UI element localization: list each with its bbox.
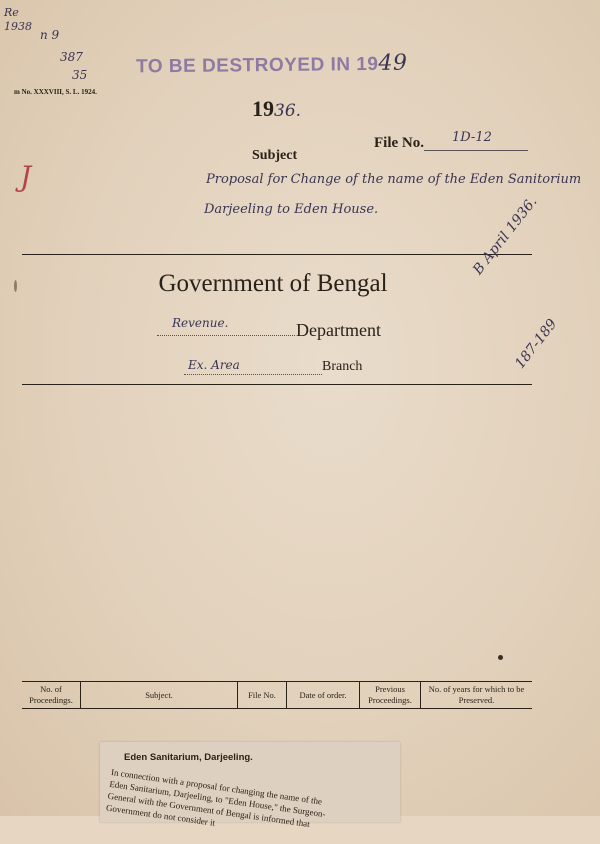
destroy-stamp	[136, 51, 408, 79]
department-line	[157, 335, 295, 336]
year-handwritten: 36.	[274, 101, 302, 121]
file-no-label: File No.	[374, 135, 424, 151]
branch-label: Branch	[322, 359, 363, 374]
ink-smudge	[14, 280, 17, 292]
subject-line-1: Proposal for Change of the name of the Eden Sanitorium	[206, 172, 582, 187]
subject-label: Subject	[252, 148, 298, 163]
clipping-text: In connection with a proposal for changing the name of the Eden Sanitarium, Darjeeling, to "Eden House," the Surgeon-General with the Government of Bengal is informed that Government do not consider it	[105, 766, 327, 830]
branch-handwritten: Ex. Area	[188, 358, 240, 372]
form-number: m No. XXXVIII, S. L. 1924.	[14, 88, 97, 96]
file-no-line	[424, 150, 528, 151]
ink-spot	[498, 655, 503, 660]
divider-bottom	[22, 384, 532, 385]
corner-note-2: n 9	[40, 28, 60, 42]
table-header-row	[22, 682, 532, 709]
stamp-text: TO BE DESTROYED IN 19	[135, 53, 379, 78]
divider-top	[22, 254, 532, 255]
branch-line	[184, 374, 322, 375]
header-cell: No. of Proceedings.	[22, 682, 81, 709]
header-cell: Date of order.	[287, 682, 360, 709]
subject-line-2: Darjeeling to Eden House.	[204, 202, 379, 217]
stamp-year: 49	[378, 50, 408, 76]
header-cell: No. of years for which to be Preserved.	[421, 682, 533, 709]
margin-note-proceedings: 187-189	[512, 316, 561, 372]
year-printed: 19	[252, 96, 274, 121]
corner-note-3: 387	[60, 50, 83, 64]
red-mark: J	[20, 160, 32, 193]
margin-note-date: B April 1936.	[470, 193, 541, 278]
header-cell: Previous Proceedings.	[360, 682, 421, 709]
header-cell: File No.	[238, 682, 287, 709]
department-label: Department	[296, 320, 381, 340]
clipping-title: Eden Sanitarium, Darjeeling.	[124, 752, 253, 763]
file-no-value: 1D-12	[452, 130, 492, 145]
corner-note-4: 35	[72, 68, 88, 82]
government-title: Government of Bengal	[158, 270, 388, 297]
header-cell: Subject.	[81, 682, 238, 709]
register-table	[22, 681, 532, 709]
corner-note: Re 1938	[4, 6, 32, 33]
department-handwritten: Revenue.	[172, 316, 229, 330]
file-year	[252, 96, 301, 122]
